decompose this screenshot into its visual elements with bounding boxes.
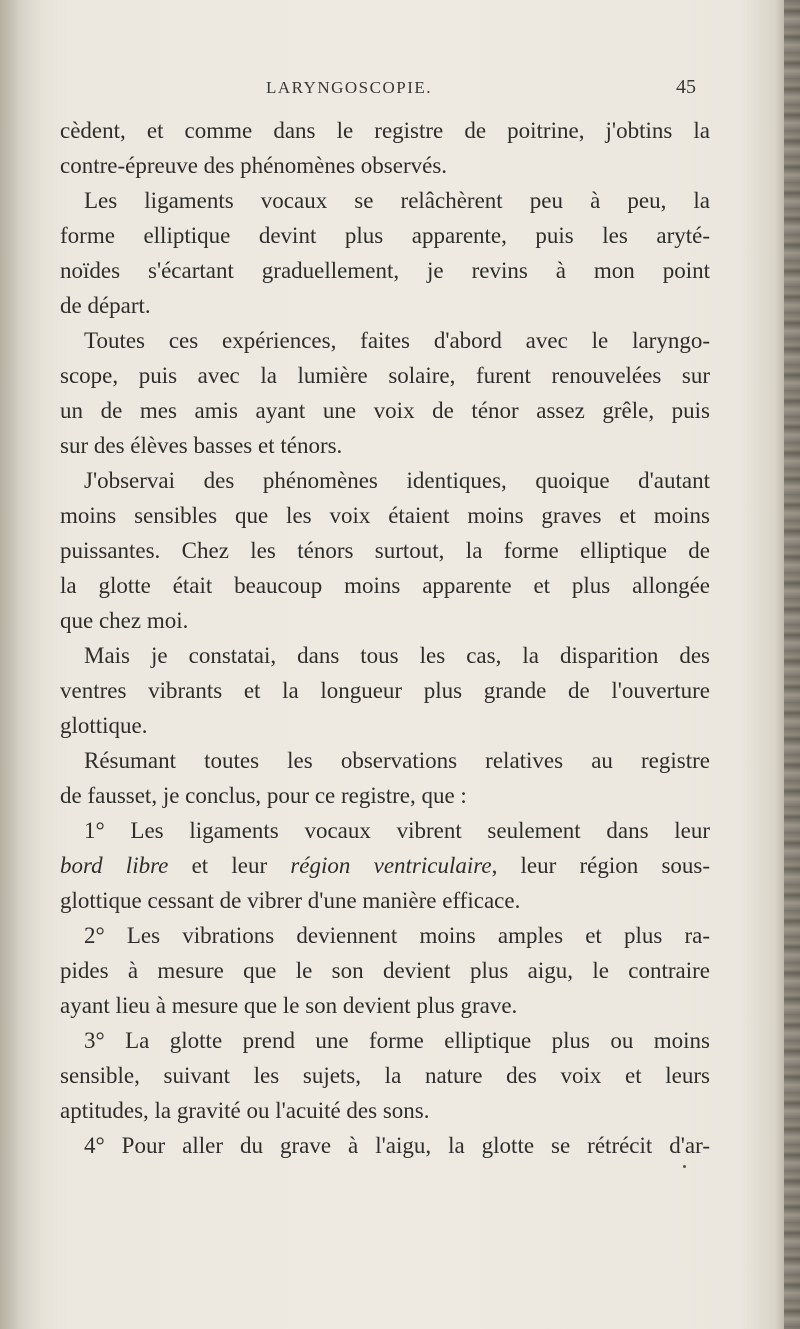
page-number: 45	[676, 76, 696, 98]
text-line: Mais je constatai, dans tous les cas, la disparition des	[84, 643, 710, 668]
text-line: forme elliptique devint plus apparente, puis les aryté-	[60, 223, 710, 248]
text-line: un de mes amis ayant une voix de ténor assez grêle, puis	[60, 398, 710, 423]
text-line: contre-épreuve des phénomènes observés.	[60, 153, 448, 178]
italic-term: bord libre	[60, 853, 169, 878]
text-line: sur des élèves basses et ténors.	[60, 433, 343, 458]
text-line: puissantes. Chez les ténors surtout, la forme elliptique de	[60, 538, 710, 563]
text-line: glottique.	[60, 713, 148, 738]
text-line: de départ.	[60, 293, 151, 318]
text-line-mixed	[60, 849, 710, 883]
page-edge	[784, 0, 800, 1329]
text-line: 3° La glotte prend une forme elliptique plus ou moins	[84, 1028, 710, 1053]
text-line: Résumant toutes les observations relatives au registre	[84, 748, 710, 773]
text-line: moins sensibles que les voix étaient moins graves et moins	[60, 503, 710, 528]
running-title: LARYNGOSCOPIE.	[266, 78, 432, 97]
text-line: 1° Les ligaments vocaux vibrent seulement dans leur	[84, 818, 710, 843]
text-line: de fausset, je conclus, pour ce registre, que :	[60, 783, 467, 808]
text-line: glottique cessant de vibrer d'une manière efficace.	[60, 888, 521, 913]
italic-term: région ventriculaire	[290, 853, 492, 878]
text-line: la glotte était beaucoup moins apparente et plus allongée	[60, 573, 710, 598]
text-line: scope, puis avec la lumière solaire, furent renouvelées sur	[60, 363, 710, 388]
ink-speck	[683, 1165, 686, 1168]
text-run: , leur région sous-	[491, 853, 710, 878]
text-line: cèdent, et comme dans le registre de poitrine, j'obtins la	[60, 118, 710, 143]
binding-shadow	[0, 0, 44, 1329]
text-line: ventres vibrants et la longueur plus grande de l'ouverture	[60, 678, 710, 703]
text-line: sensible, suivant les sujets, la nature des voix et leurs	[60, 1063, 710, 1088]
text-line: Les ligaments vocaux se relâchèrent peu à peu, la	[84, 188, 710, 213]
text-line: 4° Pour aller du grave à l'aigu, la glotte se rétrécit d'ar-	[84, 1133, 710, 1158]
text-line: J'observai des phénomènes identiques, quoique d'autant	[84, 468, 710, 493]
text-line: ayant lieu à mesure que le son devient plus grave.	[60, 993, 518, 1018]
text-line: pides à mesure que le son devient plus aigu, le contraire	[60, 958, 710, 983]
text-line: que chez moi.	[60, 608, 189, 633]
running-head	[0, 78, 800, 108]
text-line: Toutes ces expériences, faites d'abord avec le laryngo-	[84, 328, 710, 353]
text-line: noïdes s'écartant graduellement, je revins à mon point	[60, 258, 710, 283]
text-line: 2° Les vibrations deviennent moins amples et plus ra-	[84, 923, 710, 948]
text-line: aptitudes, la gravité ou l'acuité des sons.	[60, 1098, 430, 1123]
text-run: et leur	[168, 853, 291, 878]
